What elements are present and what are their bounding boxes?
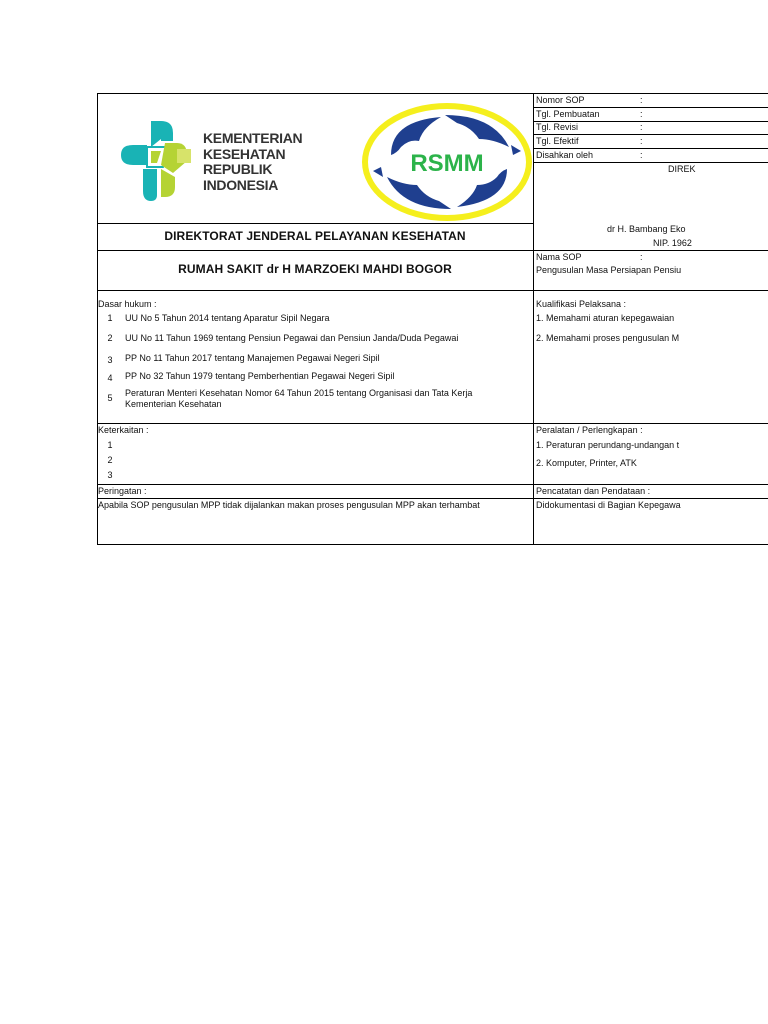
dasar-hukum-no-5: 5: [107, 393, 113, 403]
rule-dasar-top: [97, 290, 768, 291]
sop-meta-label-effective: Tgl. Efektif: [536, 136, 579, 146]
rule-meta-3: [533, 134, 768, 135]
sop-meta-label-revision: Tgl. Revisi: [536, 122, 579, 132]
pencatatan-text: Didokumentasi di Bagian Kepegawa: [536, 500, 681, 510]
directorate-title: DIREKTORAT JENDERAL PELAYANAN KESEHATAN: [164, 229, 466, 243]
sop-meta-sep-number: :: [640, 95, 643, 105]
rule-hospital-top: [97, 250, 768, 251]
rsmm-emblem-icon: [361, 101, 535, 221]
peralatan-item-1: 1. Peraturan perundang-undangan t: [536, 440, 680, 450]
sop-name-sep: :: [640, 252, 643, 262]
sop-meta-sep-effective: :: [640, 136, 643, 146]
signature-name: dr H. Bambang Eko: [607, 224, 686, 234]
kualifikasi-label: Kualifikasi Pelaksana :: [536, 299, 627, 309]
dasar-hukum-no-2: 2: [107, 333, 113, 343]
dasar-hukum-text-5b: Kementerian Kesehatan: [125, 399, 222, 409]
ministry-emblem-icon: [117, 117, 197, 203]
border-top: [97, 93, 768, 94]
peralatan-label: Peralatan / Perlengkapan :: [536, 425, 643, 435]
rule-keterkaitan-top: [97, 423, 768, 424]
dasar-hukum-label: Dasar hukum :: [98, 299, 157, 309]
sop-name-label: Nama SOP: [536, 252, 582, 262]
sop-meta-sep-approved: :: [640, 150, 643, 160]
hospital-title: RUMAH SAKIT dr H MARZOEKI MAHDI BOGOR: [178, 262, 452, 276]
border-bottom: [97, 544, 768, 545]
dasar-hukum-text-2: UU No 11 Tahun 1969 tentang Pensiun Pegawai dan Pensiun Janda/Duda Pegawai: [125, 333, 459, 343]
sop-meta-label-number: Nomor SOP: [536, 95, 585, 105]
rule-directorate-top: [97, 223, 534, 224]
keterkaitan-label: Keterkaitan :: [98, 425, 149, 435]
ministry-logo-line-2: KESEHATAN: [203, 146, 286, 162]
rsmm-logo: [361, 101, 535, 221]
kualifikasi-item-2: 2. Memahami proses pengusulan M: [536, 333, 680, 343]
rsmm-logo-text: RSMM: [410, 150, 484, 177]
signature-nip: NIP. 1962: [653, 238, 692, 248]
pencatatan-label: Pencatatan dan Pendataan :: [536, 486, 651, 496]
sop-name-value: Pengusulan Masa Persiapan Pensiu: [536, 265, 682, 275]
dasar-hukum-text-1: UU No 5 Tahun 2014 tentang Aparatur Sipil Negara: [125, 313, 330, 323]
rule-peringatan-top: [97, 484, 768, 485]
keterkaitan-no-3: 3: [107, 470, 113, 480]
dasar-hukum-text-4: PP No 32 Tahun 1979 tentang Pemberhentian Pegawai Negeri Sipil: [125, 371, 395, 381]
dasar-hukum-no-1: 1: [107, 313, 113, 323]
sop-meta-label-created: Tgl. Pembuatan: [536, 109, 600, 119]
sop-meta-sep-created: :: [640, 109, 643, 119]
rule-meta-4: [533, 148, 768, 149]
rule-meta-1: [533, 107, 768, 108]
rule-peringatan-text-top: [97, 498, 768, 499]
dasar-hukum-no-4: 4: [107, 373, 113, 383]
ministry-logo-line-4: INDONESIA: [203, 177, 279, 193]
dasar-hukum-text-3: PP No 11 Tahun 2017 tentang Manajemen Pegawai Negeri Sipil: [125, 353, 380, 363]
sop-document: [97, 93, 768, 545]
sop-meta-label-approved: Disahkan oleh: [536, 150, 594, 160]
rule-meta-5: [533, 162, 768, 163]
peringatan-label: Peringatan :: [98, 486, 147, 496]
keterkaitan-no-1: 1: [107, 440, 113, 450]
ministry-logo-line-3: REPUBLIK: [203, 161, 273, 177]
signature-title: DIREK: [668, 164, 696, 174]
ministry-logo: [117, 117, 307, 207]
peralatan-item-2: 2. Komputer, Printer, ATK: [536, 458, 637, 468]
border-left: [97, 93, 98, 545]
sop-meta-sep-revision: :: [640, 122, 643, 132]
dasar-hukum-no-3: 3: [107, 355, 113, 365]
kualifikasi-item-1: 1. Memahami aturan kepegawaian: [536, 313, 675, 323]
peringatan-text: Apabila SOP pengusulan MPP tidak dijalankan makan proses pengusulan MPP akan terhambat: [98, 500, 480, 510]
ministry-logo-line-1: KEMENTERIAN: [203, 130, 303, 146]
dasar-hukum-text-5: Peraturan Menteri Kesehatan Nomor 64 Tahun 2015 tentang Organisasi dan Tata Kerja: [125, 388, 473, 398]
keterkaitan-no-2: 2: [107, 455, 113, 465]
